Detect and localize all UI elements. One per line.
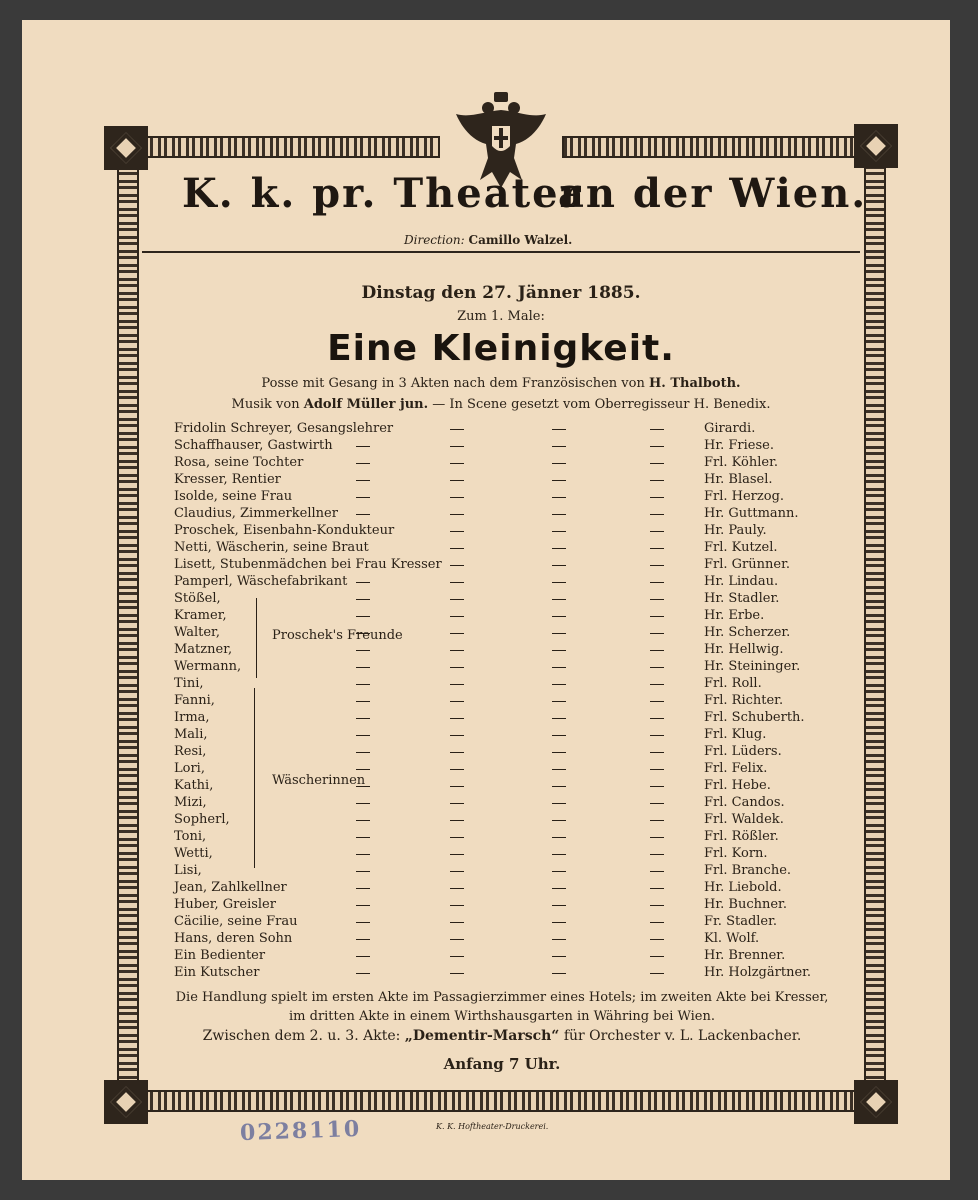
cast-row <box>174 726 824 743</box>
cast-actor: Frl. Kutzel. <box>704 540 778 555</box>
cast-row <box>174 743 824 760</box>
leader-dash <box>356 667 370 668</box>
cast-row <box>174 692 824 709</box>
leader-dash <box>552 820 566 821</box>
leader-dash <box>552 548 566 549</box>
intermission-suffix: für Orchester v. L. Lackenbacher. <box>563 1028 802 1044</box>
cast-row <box>174 573 824 590</box>
leader-dash <box>650 820 664 821</box>
leader-dash <box>552 429 566 430</box>
leader-dash <box>450 446 464 447</box>
leader-dash <box>552 769 566 770</box>
music-credit <box>142 397 860 412</box>
cast-actor: Kl. Wolf. <box>704 931 760 946</box>
cast-actor: Frl. Felix. <box>704 761 768 776</box>
leader-dash <box>450 837 464 838</box>
cast-role: Toni, <box>174 829 207 844</box>
leader-dash <box>356 956 370 957</box>
cast-row <box>174 896 824 913</box>
leader-dash <box>356 582 370 583</box>
cast-role: Pamperl, Wäschefabrikant <box>174 574 348 589</box>
leader-dash <box>650 871 664 872</box>
cast-actor: Hr. Lindau. <box>704 574 779 589</box>
border-corner-top-left <box>104 126 148 170</box>
leader-dash <box>356 701 370 702</box>
leader-dash <box>450 633 464 634</box>
leader-dash <box>650 956 664 957</box>
cast-role: Cäcilie, seine Frau <box>174 914 298 929</box>
leader-dash <box>356 803 370 804</box>
cast-role: Kramer, <box>174 608 227 623</box>
intermission-piece: „Dementir-Marsch“ <box>404 1028 560 1044</box>
cast-actor: Hr. Steininger. <box>704 659 801 674</box>
cast-row <box>174 675 824 692</box>
leader-dash <box>650 803 664 804</box>
border-top-right <box>562 136 858 158</box>
cast-row <box>174 454 824 471</box>
laundresses-group-label: Wäscherinnen <box>272 773 366 788</box>
leader-dash <box>450 854 464 855</box>
leader-dash <box>356 922 370 923</box>
cast-actor: Hr. Liebold. <box>704 880 782 895</box>
cast-actor: Girardi. <box>704 421 756 436</box>
leader-dash <box>552 803 566 804</box>
leader-dash <box>552 633 566 634</box>
leader-dash <box>650 497 664 498</box>
cast-role: Mizi, <box>174 795 207 810</box>
header-rule <box>142 251 860 253</box>
border-right <box>864 164 886 1086</box>
cast-row <box>174 845 824 862</box>
leader-dash <box>552 786 566 787</box>
leader-dash <box>552 922 566 923</box>
leader-dash <box>552 701 566 702</box>
leader-dash <box>450 888 464 889</box>
cast-actor: Hr. Brenner. <box>704 948 786 963</box>
cast-actor: Hr. Holzgärtner. <box>704 965 812 980</box>
cast-role: Huber, Greisler <box>174 897 276 912</box>
leader-dash <box>356 752 370 753</box>
cast-row <box>174 828 824 845</box>
cast-actor: Frl. Roll. <box>704 676 762 691</box>
leader-dash <box>650 769 664 770</box>
cast-role: Stößel, <box>174 591 221 606</box>
leader-dash <box>650 786 664 787</box>
leader-dash <box>552 616 566 617</box>
border-corner-bottom-right <box>854 1080 898 1124</box>
leader-dash <box>450 463 464 464</box>
cast-actor: Frl. Klug. <box>704 727 767 742</box>
leader-dash <box>450 480 464 481</box>
leader-dash <box>552 888 566 889</box>
cast-role: Wermann, <box>174 659 242 674</box>
cast-row <box>174 930 824 947</box>
cast-actor: Frl. Branche. <box>704 863 792 878</box>
leader-dash <box>650 599 664 600</box>
performance-date: Dinstag den 27. Jänner 1885. <box>361 283 641 303</box>
direction-label: Direction: <box>404 233 465 247</box>
leader-dash <box>356 871 370 872</box>
cast-actor: Frl. Lüders. <box>704 744 782 759</box>
cast-role: Sopherl, <box>174 812 230 827</box>
leader-dash <box>552 497 566 498</box>
inventory-stamp: 0228110 <box>239 1115 362 1147</box>
leader-dash <box>650 905 664 906</box>
cast-role: Wetti, <box>174 846 213 861</box>
cast-role: Fridolin Schreyer, Gesangslehrer <box>174 421 394 436</box>
leader-dash <box>356 616 370 617</box>
leader-dash <box>356 446 370 447</box>
leader-dash <box>650 684 664 685</box>
friends-group-label: Proschek's Freunde <box>272 628 403 643</box>
leader-dash <box>450 803 464 804</box>
cast-actor: Frl. Korn. <box>704 846 768 861</box>
leader-dash <box>450 922 464 923</box>
play-title: Eine Kleinigkeit. <box>327 328 675 369</box>
leader-dash <box>650 888 664 889</box>
leader-dash <box>450 531 464 532</box>
cast-actor: Frl. Herzog. <box>704 489 785 504</box>
leader-dash <box>650 582 664 583</box>
leader-dash <box>650 548 664 549</box>
laundresses-brace <box>254 688 255 868</box>
cast-role: Kresser, Rentier <box>174 472 281 487</box>
leader-dash <box>650 939 664 940</box>
leader-dash <box>650 429 664 430</box>
leader-dash <box>650 837 664 838</box>
leader-dash <box>552 480 566 481</box>
leader-dash <box>356 854 370 855</box>
intermission-prefix: Zwischen dem 2. u. 3. Akte: <box>202 1028 401 1044</box>
cast-row <box>174 556 824 573</box>
cast-role: Hans, deren Sohn <box>174 931 293 946</box>
cast-actor: Frl. Köhler. <box>704 455 778 470</box>
cast-actor: Hr. Friese. <box>704 438 774 453</box>
cast-row <box>174 811 824 828</box>
leader-dash <box>356 888 370 889</box>
cast-role: Rosa, seine Tochter <box>174 455 304 470</box>
cast-row <box>174 539 824 556</box>
leader-dash <box>356 718 370 719</box>
border-corner-top-right <box>854 124 898 168</box>
cast-role: Netti, Wäscherin, seine Braut <box>174 540 369 555</box>
leader-dash <box>356 599 370 600</box>
cast-role: Lisett, Stubenmädchen bei Frau Kresser <box>174 557 442 572</box>
subtitle-text: Posse mit Gesang in 3 Akten nach dem Französischen von <box>261 376 645 391</box>
leader-dash <box>650 480 664 481</box>
leader-dash <box>552 684 566 685</box>
leader-dash <box>356 514 370 515</box>
border-top-left <box>142 136 440 158</box>
leader-dash <box>356 905 370 906</box>
leader-dash <box>450 956 464 957</box>
leader-dash <box>450 684 464 685</box>
leader-dash <box>552 735 566 736</box>
printer-credit: K. K. Hoftheater-Druckerei. <box>436 1122 549 1131</box>
leader-dash <box>450 735 464 736</box>
cast-role: Ein Kutscher <box>174 965 260 980</box>
cast-actor: Frl. Grünner. <box>704 557 790 572</box>
leader-dash <box>356 480 370 481</box>
cast-actor: Frl. Schuberth. <box>704 710 805 725</box>
leader-dash <box>356 735 370 736</box>
theater-title-left: K. k. pr. Theater <box>182 170 583 217</box>
leader-dash <box>450 701 464 702</box>
leader-dash <box>356 973 370 974</box>
leader-dash <box>552 905 566 906</box>
leader-dash <box>450 616 464 617</box>
cast-actor: Hr. Guttmann. <box>704 506 799 521</box>
leader-dash <box>650 616 664 617</box>
leader-dash <box>450 871 464 872</box>
leader-dash <box>552 650 566 651</box>
start-time: Anfang 7 Uhr. <box>443 1055 561 1073</box>
leader-dash <box>450 599 464 600</box>
cast-role: Claudius, Zimmerkellner <box>174 506 338 521</box>
leader-dash <box>356 650 370 651</box>
cast-role: Kathi, <box>174 778 214 793</box>
leader-dash <box>450 497 464 498</box>
direction-line <box>404 233 572 247</box>
cast-actor: Frl. Richter. <box>704 693 784 708</box>
leader-dash <box>552 514 566 515</box>
leader-dash <box>552 667 566 668</box>
leader-dash <box>552 531 566 532</box>
cast-row <box>174 641 824 658</box>
leader-dash <box>450 548 464 549</box>
leader-dash <box>650 531 664 532</box>
leader-dash <box>552 956 566 957</box>
cast-row <box>174 794 824 811</box>
leader-dash <box>552 837 566 838</box>
leader-dash <box>450 650 464 651</box>
music-prefix: Musik von <box>231 397 300 412</box>
cast-row <box>174 522 824 539</box>
cast-actor: Hr. Scherzer. <box>704 625 791 640</box>
leader-dash <box>650 463 664 464</box>
leader-dash <box>356 820 370 821</box>
cast-row <box>174 420 824 437</box>
leader-dash <box>450 718 464 719</box>
cast-actor: Fr. Stadler. <box>704 914 778 929</box>
leader-dash <box>356 837 370 838</box>
leader-dash <box>650 854 664 855</box>
leader-dash <box>552 854 566 855</box>
cast-actor: Hr. Pauly. <box>704 523 767 538</box>
cast-actor: Hr. Stadler. <box>704 591 780 606</box>
cast-actor: Frl. Hebe. <box>704 778 771 793</box>
border-corner-bottom-left <box>104 1080 148 1124</box>
leader-dash <box>650 701 664 702</box>
cast-row <box>174 437 824 454</box>
leader-dash <box>552 599 566 600</box>
leader-dash <box>450 752 464 753</box>
cast-row <box>174 607 824 624</box>
intermission-note <box>172 1027 832 1046</box>
cast-actor: Hr. Hellwig. <box>704 642 784 657</box>
cast-role: Jean, Zahlkellner <box>174 880 287 895</box>
music-suffix: — In Scene gesetzt vom Oberregisseur H. Benedix. <box>432 397 771 412</box>
leader-dash <box>450 786 464 787</box>
leader-dash <box>356 684 370 685</box>
leader-dash <box>650 514 664 515</box>
cast-row <box>174 862 824 879</box>
director-name: Camillo Walzel. <box>468 233 573 247</box>
cast-row <box>174 471 824 488</box>
cast-actor: Hr. Buchner. <box>704 897 787 912</box>
cast-role: Schaffhauser, Gastwirth <box>174 438 333 453</box>
cast-row <box>174 488 824 505</box>
cast-role: Tini, <box>174 676 204 691</box>
leader-dash <box>650 565 664 566</box>
cast-actor: Hr. Blasel. <box>704 472 773 487</box>
cast-role: Fanni, <box>174 693 215 708</box>
cast-row <box>174 505 824 522</box>
leader-dash <box>356 939 370 940</box>
leader-dash <box>450 565 464 566</box>
leader-dash <box>450 973 464 974</box>
leader-dash <box>650 735 664 736</box>
cast-row <box>174 658 824 675</box>
cast-row <box>174 964 824 981</box>
cast-actor: Hr. Erbe. <box>704 608 765 623</box>
leader-dash <box>650 718 664 719</box>
cast-role: Resi, <box>174 744 207 759</box>
play-subtitle <box>142 376 860 391</box>
leader-dash <box>650 650 664 651</box>
leader-dash <box>552 565 566 566</box>
cast-row <box>174 879 824 896</box>
leader-dash <box>356 463 370 464</box>
cast-role: Mali, <box>174 727 208 742</box>
cast-role: Irma, <box>174 710 210 725</box>
cast-row <box>174 590 824 607</box>
cast-role: Proschek, Eisenbahn-Kondukteur <box>174 523 395 538</box>
leader-dash <box>650 922 664 923</box>
leader-dash <box>552 973 566 974</box>
cast-row <box>174 709 824 726</box>
leader-dash <box>650 752 664 753</box>
cast-role: Ein Bedienter <box>174 948 266 963</box>
cast-role: Walter, <box>174 625 220 640</box>
cast-actor: Frl. Candos. <box>704 795 785 810</box>
cast-actor: Frl. Waldek. <box>704 812 784 827</box>
border-bottom <box>142 1090 858 1112</box>
leader-dash <box>450 514 464 515</box>
cast-row <box>174 913 824 930</box>
composer-name: Adolf Müller jun. <box>303 397 429 412</box>
leader-dash <box>356 769 370 770</box>
cast-row <box>174 947 824 964</box>
leader-dash <box>356 497 370 498</box>
cast-role: Matzner, <box>174 642 233 657</box>
setting-note: Die Handlung spielt im ersten Akte im Passagierzimmer eines Hotels; im zweiten Akte bei Kresser, im dritten Akte in einem Wirthshausgarten in Währing bei Wien. <box>175 990 829 1024</box>
leader-dash <box>552 463 566 464</box>
leader-dash <box>552 718 566 719</box>
border-left <box>117 164 139 1086</box>
leader-dash <box>450 905 464 906</box>
leader-dash <box>450 667 464 668</box>
cast-actor: Frl. Rößler. <box>704 829 779 844</box>
leader-dash <box>450 939 464 940</box>
leader-dash <box>552 582 566 583</box>
leader-dash <box>552 752 566 753</box>
theater-title-right: an der Wien. <box>558 170 868 217</box>
friends-brace <box>256 598 257 678</box>
leader-dash <box>450 429 464 430</box>
leader-dash <box>650 633 664 634</box>
leader-dash <box>650 667 664 668</box>
leader-dash <box>450 769 464 770</box>
leader-dash <box>552 871 566 872</box>
cast-role: Isolde, seine Frau <box>174 489 293 504</box>
leader-dash <box>450 820 464 821</box>
cast-role: Lisi, <box>174 863 202 878</box>
leader-dash <box>552 446 566 447</box>
cast-role: Lori, <box>174 761 205 776</box>
subtitle-author: H. Thalboth. <box>649 376 741 391</box>
leader-dash <box>650 973 664 974</box>
leader-dash <box>450 582 464 583</box>
cast-list <box>174 420 824 981</box>
leader-dash <box>552 939 566 940</box>
first-time-note: Zum 1. Male: <box>457 309 545 324</box>
leader-dash <box>650 446 664 447</box>
